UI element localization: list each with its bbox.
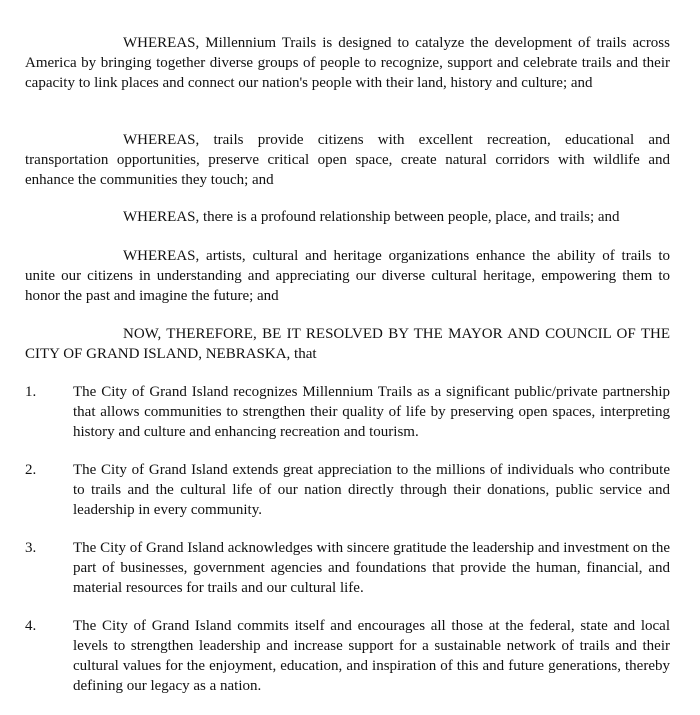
item-text: The City of Grand Island acknowledges with sincere gratitude the leadership and investment on the part of businesses, government agencies and foundations that provide the human, financial, and material resources for trails and our cultural life. xyxy=(73,540,670,596)
item-number: 4. xyxy=(25,618,37,634)
whereas-paragraph-2: WHEREAS, trails provide citizens with excellent recreation, educational and transportation opportunities, preserve critical open space, create natural corridors with wildlife and enhance the communities they touch; and xyxy=(25,132,670,188)
whereas-paragraph-1: WHEREAS, Millennium Trails is designed to catalyze the development of trails across America by bringing together diverse groups of people to recognize, support and celebrate trails and their capacity to link places and connect our nation's people with their land, history and culture; and xyxy=(25,35,670,91)
resolution-paragraph: NOW, THEREFORE, BE IT RESOLVED BY THE MAYOR AND COUNCIL OF THE CITY OF GRAND ISLAND, NEBRASKA, that xyxy=(25,326,670,362)
item-number: 1. xyxy=(25,384,37,400)
item-text: The City of Grand Island commits itself and encourages all those at the federal, state and local levels to strengthen leadership and increase support for a sustainable network of trails and their cultural values for the enjoyment, education, and inspiration of this and future generations, thereby defining our legacy as a nation. xyxy=(73,618,670,694)
item-number: 2. xyxy=(25,462,37,478)
whereas-paragraph-4: WHEREAS, artists, cultural and heritage organizations enhance the ability of trails to unite our citizens in understanding and appreciating our diverse cultural heritage, empowering them to honor the past and imagine the future; and xyxy=(25,248,670,304)
item-number: 3. xyxy=(25,540,37,556)
item-text: The City of Grand Island recognizes Millennium Trails as a significant public/private partnership that allows communities to strengthen their quality of life by preserving open spaces, interpreting history and culture and enhancing recreation and tourism. xyxy=(73,384,670,440)
whereas-paragraph-3: WHEREAS, there is a profound relationship between people, place, and trails; and xyxy=(123,209,620,225)
item-text: The City of Grand Island extends great appreciation to the millions of individuals who contribute to trails and the cultural life of our nation directly through their donations, public service and leadership in every community. xyxy=(73,462,670,518)
